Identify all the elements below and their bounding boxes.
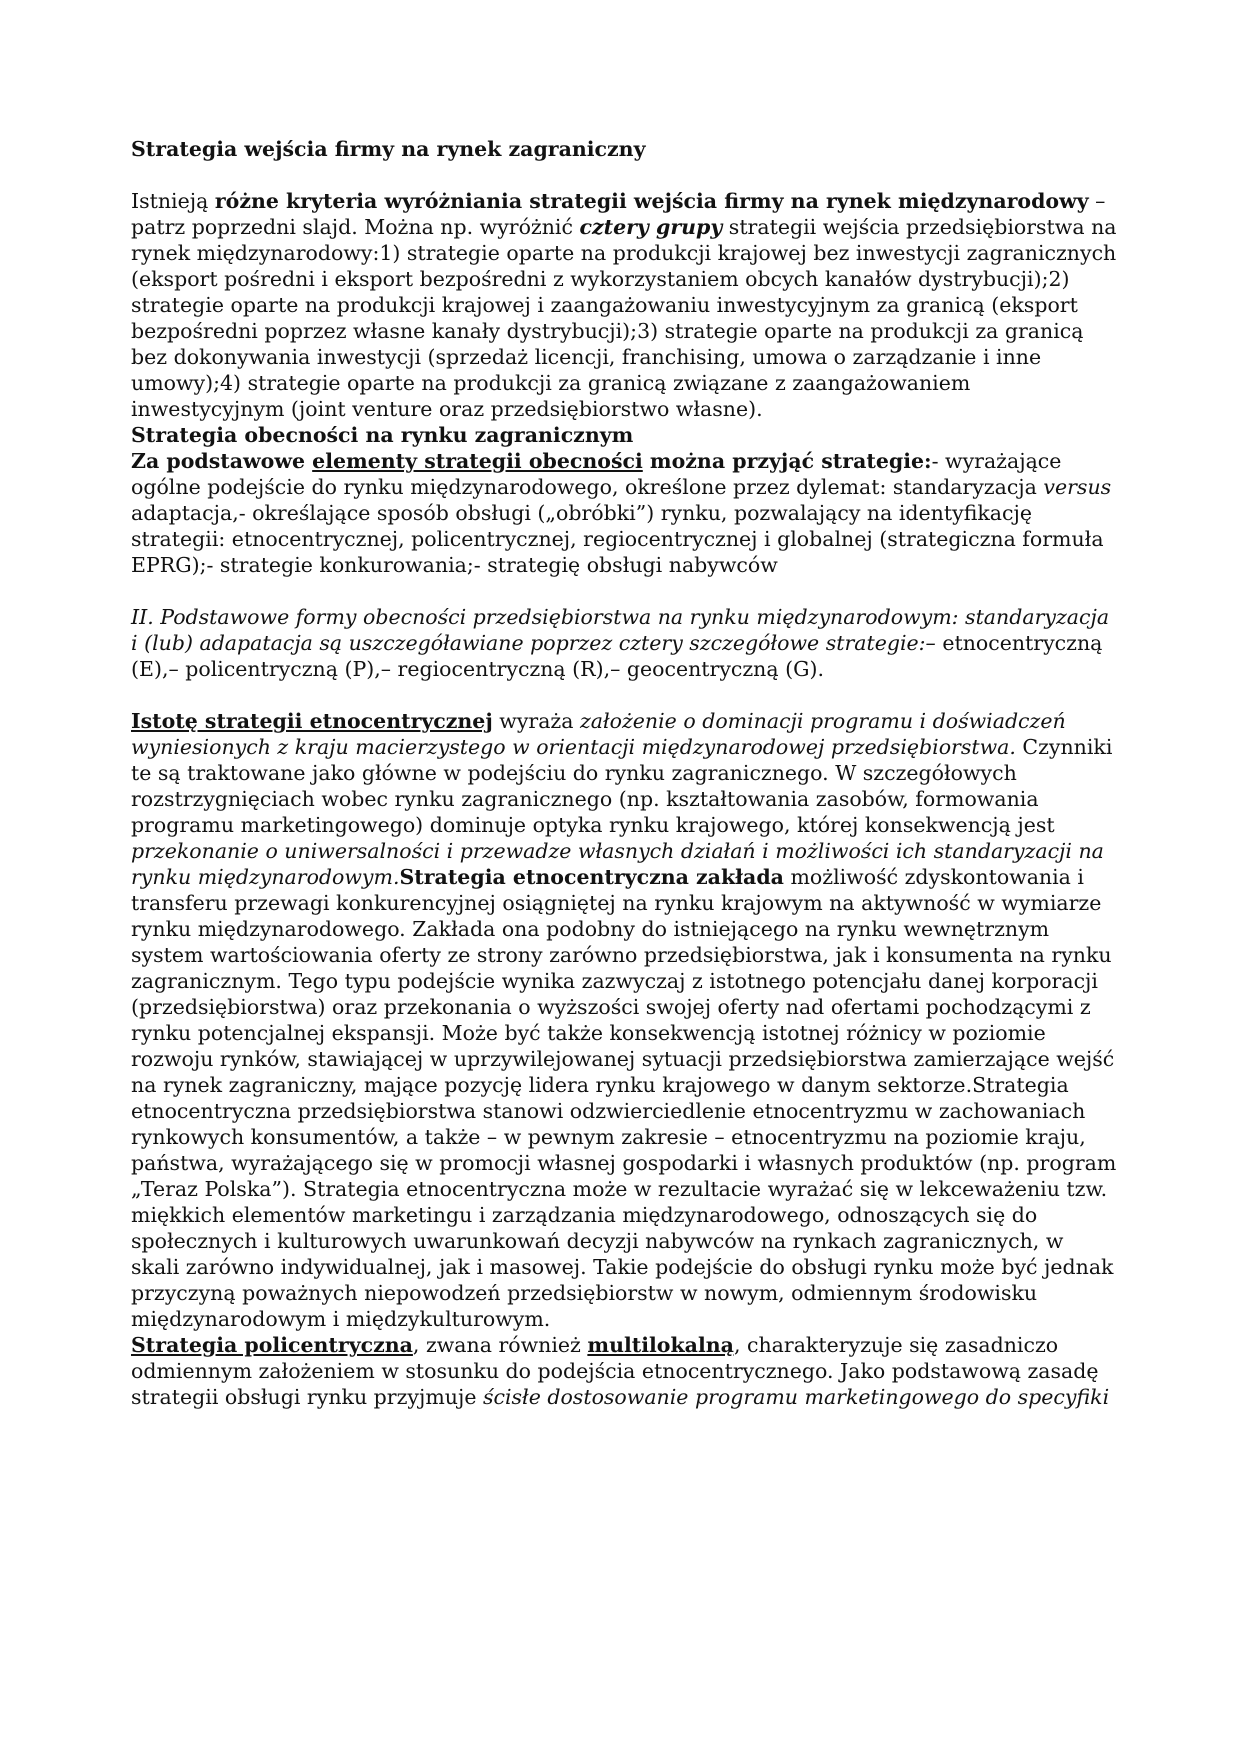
para-basic-forms — [131, 604, 1117, 682]
text-run: cztery grupy — [579, 215, 723, 239]
heading-market-presence — [131, 422, 1117, 448]
text-run: Strategia etnocentryczna zakłada — [399, 865, 784, 889]
text-run: możliwość zdyskontowania i transferu przewagi konkurencyjnej osiągniętej na rynku krajowym na aktywność w wymiarze rynku międzynarodowego. Zakłada ona podobny do istniejącego na rynku wewnętrznym system wartościowania oferty ze strony zarówno przedsiębiorstwa, jak i konsumenta na rynku zagranicznym. Tego typu podejście wynika zazwyczaj z istotnego potencjału danej korporacji (przedsiębiorstwa) oraz przekonania o wyższości swojej oferty nad ofertami pochodzącymi z rynku potencjalnej ekspansji. Może być także konsekwencją istotnej różnicy w poziomie rozwoju rynków, stawiającej w uprzywilejowanej sytuacji przedsiębiorstwa zamierzające wejść na rynek zagraniczny, mające pozycję lidera rynku krajowego w danym sektorze. — [131, 865, 1115, 1097]
doc-title — [131, 136, 1117, 162]
text-run: ścisłe dostosowanie programu marketingowego do specyfiki — [482, 1385, 1110, 1409]
text-run: Za podstawowe — [131, 449, 313, 473]
document-content — [131, 136, 1117, 1410]
text-run: Czynniki te są traktowane jako główne w podejściu do rynku zagranicznego. W szczegółowych rozstrzygnięciach wobec rynku zagranicznego (np. kształtowania zasobów, formowania programu marketingowego) dominuje optyka rynku krajowego, której konsekwencją jest — [131, 735, 1113, 837]
text-run: różne kryteria wyróżniania strategii wejścia firmy na rynek międzynarodowy — [214, 189, 1089, 213]
text-run: Strategia obecności na rynku zagranicznym — [131, 423, 634, 447]
text-run: Strategia wejścia firmy na rynek zagraniczny — [131, 137, 646, 161]
text-run: etnocentryczną (E),– policentryczną (P),– regiocentryczną (R),– geocentryczną (G). — [131, 631, 1103, 681]
text-run: wyraża — [492, 709, 580, 733]
text-run: strategii wejścia przedsiębiorstwa na rynek międzynarodowy:1) strategie oparte na produkcji krajowej bez inwestycji zagranicznych (eksport pośredni i eksport bezpośredni z wykorzystaniem obcych kanałów dystrybucji);2) strategie oparte na produkcji krajowej i zaangażowaniu inwestycyjnym za granicą (eksport bezpośredni poprzez własne kanały dystrybucji);3) strategie oparte na produkcji za granicą bez dokonywania inwestycji (sprzedaż licencji, franchising, umowa o zarządzanie i inne umowy);4) strategie oparte na produkcji za granicą związane z zaangażowaniem inwestycyjnym (joint venture oraz przedsiębiorstwo własne). — [131, 215, 1117, 421]
text-run: można przyjąć strategie: — [642, 449, 932, 473]
blank-line — [131, 162, 1117, 188]
para-ethnocentric-strategy — [131, 708, 1117, 1332]
text-run: multilokalną — [587, 1333, 734, 1357]
text-run: II. Podstawowe formy obecności przedsiębiorstwa na rynku międzynarodowym: standaryzacja i (lub) adapatacja są uszczegóławiane poprzez cztery szczegółowe strategie:– — [131, 605, 1110, 655]
para-presence-elements — [131, 448, 1117, 578]
text-run: - wyrażające ogólne podejście do rynku międzynarodowego, określone przez dylemat: standaryzacja — [131, 449, 1062, 499]
text-run: adaptacja,- określające sposób obsługi („obróbki”) rynku, pozwalający na identyfikację strategii: etnocentrycznej, policentrycznej, regiocentrycznej i globalnej (strategiczna formuła EPRG);- strategie konkurowania;- strategię obsługi nabywców — [131, 501, 1104, 577]
text-run: elementy strategii obecności — [312, 449, 643, 473]
text-run: Strategia etnocentryczna przedsiębiorstwa stanowi odzwierciedlenie etnocentryzmu w zachowaniach rynkowych konsumentów, a także – w pewnym zakresie – etnocentryzmu na poziomie kraju, państwa, wyrażającego się w promocji własnej gospodarki i własnych produktów (np. program „Teraz Polska”). Strategia etnocentryczna może w rezultacie wyrażać się w lekceważeniu tzw. miękkich elementów marketingu i zarządzania międzynarodowego, odnoszących się do społecznych i kulturowych uwarunkowań decyzji nabywców na rynkach zagranicznych, w skali zarówno indywidualnej, jak i masowej. Takie podejście do obsługi rynku może być jednak przyczyną poważnych niepowodzeń przedsiębiorstw w nowym, odmiennym środowisku międzynarodowym i międzykulturowym. — [131, 1073, 1117, 1331]
text-run: – patrz poprzedni slajd. Można np. wyróżnić — [131, 189, 1106, 239]
text-run: założenie o dominacji programu i doświadczeń wyniesionych z kraju macierzystego w orientacji międzynarodowej przedsiębiorstwa. — [131, 709, 1066, 759]
text-run: , zwana również — [412, 1333, 588, 1357]
text-run: , charakteryzuje się zasadniczo odmiennym założeniem w stosunku do podejścia etnocentrycznego. Jako podstawową zasadę strategii obsługi rynku przyjmuje — [131, 1333, 1099, 1409]
text-run: versus — [1043, 475, 1112, 499]
text-run: Istnieją — [131, 189, 215, 213]
text-run: Strategia policentryczna — [131, 1333, 413, 1357]
para-polycentric-strategy — [131, 1332, 1117, 1410]
blank-line — [131, 578, 1117, 604]
para-entry-strategies — [131, 188, 1117, 422]
blank-line — [131, 682, 1117, 708]
text-run: przekonanie o uniwersalności i przewadze własnych działań i możliwości ich standaryzacji na rynku międzynarodowym. — [131, 839, 1104, 889]
text-run: Istotę strategii etnocentrycznej — [131, 709, 493, 733]
